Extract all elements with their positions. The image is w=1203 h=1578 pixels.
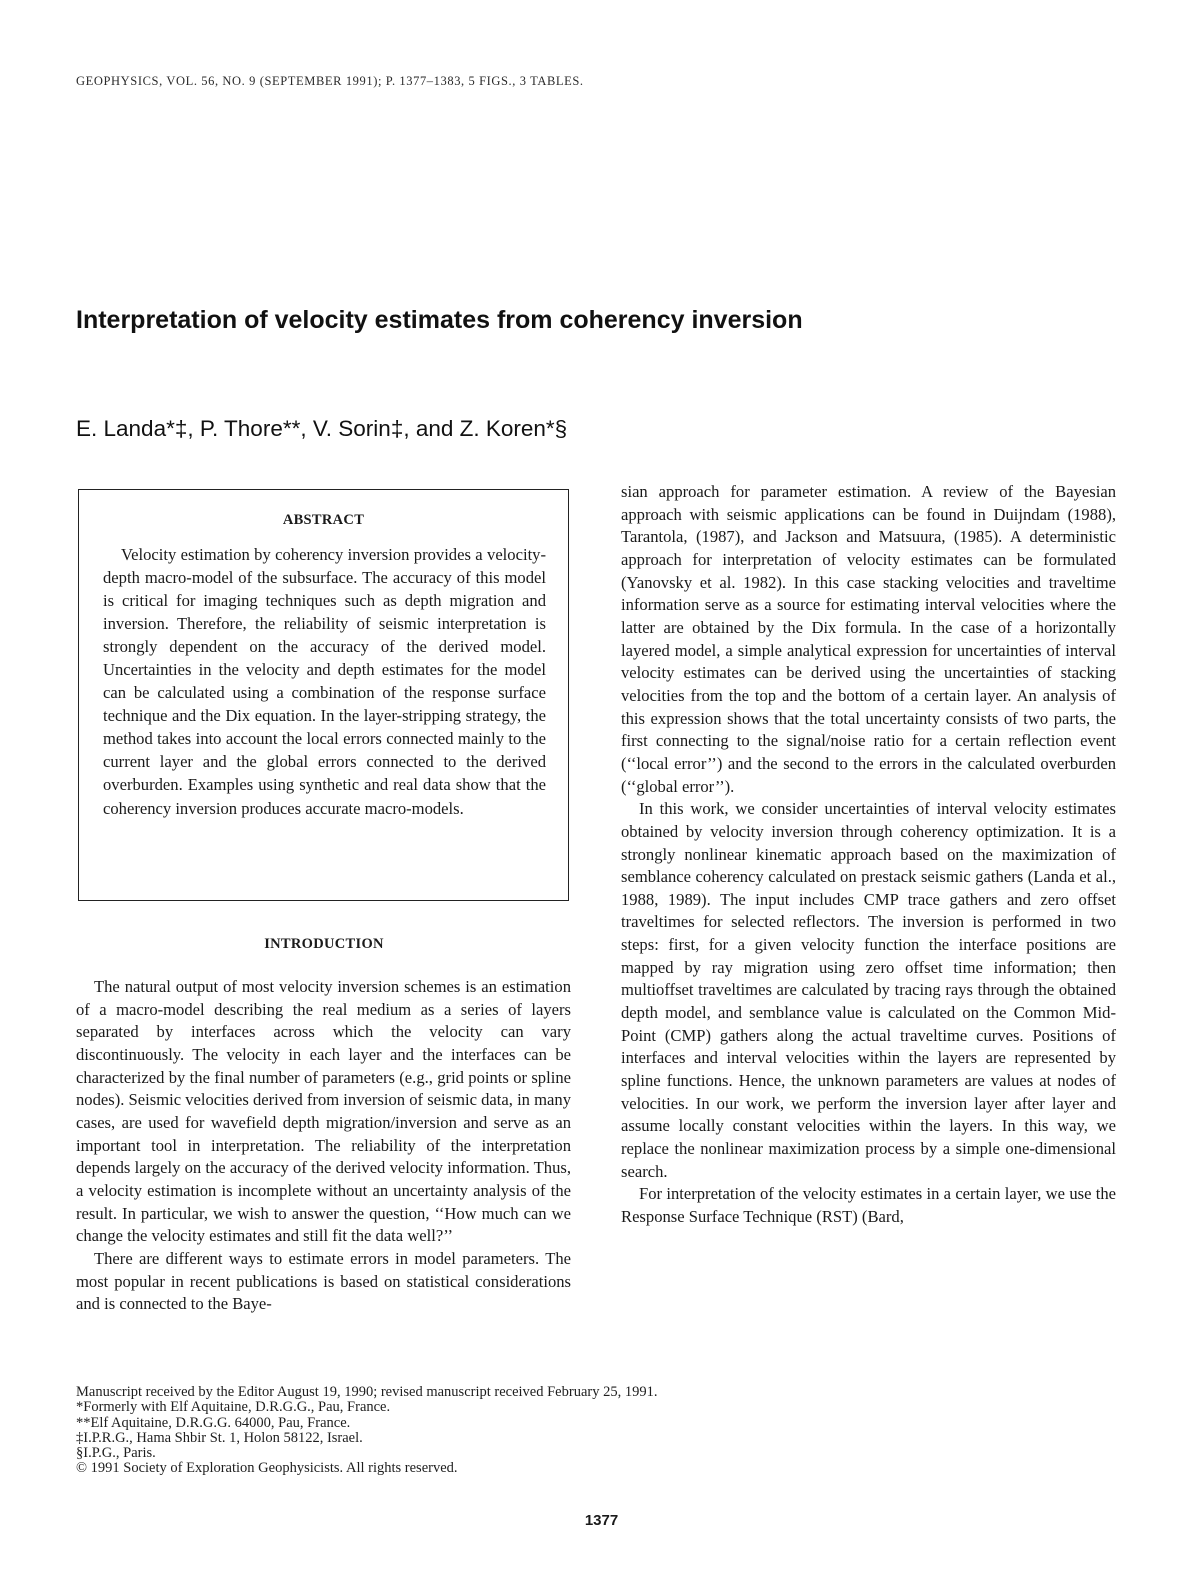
footnote-4: §I.P.G., Paris. — [76, 1445, 156, 1462]
footnote-3: ‡I.P.R.G., Hama Shbir St. 1, Holon 58122, Israel. — [76, 1429, 363, 1446]
intro-paragraph-2: There are different ways to estimate errors in model parameters. The most popular in recent publications is based on statistical considerations and is connected to the Baye- — [76, 1248, 571, 1314]
intro-paragraph-1: The natural output of most velocity inversion schemes is an estimation of a macro-model describing the real medium as a series of layers separated by interfaces across which the velocity can vary discontinuously. The velocity in each layer and the interfaces can be characterized by the final number of parameters (e.g., grid points or spline nodes). Seismic velocities derived from inversion of seismic data, in many cases, are used for wavefield depth migration/inversion and serve as an important tool in interpretation. The reliability of the interpretation depends largely on the accuracy of the derived velocity information. Thus, a velocity estimation is incomplete without an uncertainty analysis of the result. In particular, we wish to answer the question, ‘‘How much can we change the velocity estimates and still fit the data well?’’ — [76, 977, 571, 1246]
introduction-heading: INTRODUCTION — [264, 936, 384, 952]
author-list: E. Landa*‡, P. Thore**, V. Sorin‡, and Z. Koren*§ — [76, 416, 568, 441]
page-number: 1377 — [584, 1512, 619, 1529]
abstract-heading: ABSTRACT — [282, 512, 365, 528]
left-column — [76, 976, 571, 1316]
paragraph-3: In this work, we consider uncertainties of interval velocity estimates obtained by velocity inversion through coherency optimization. It is a strongly nonlinear kinematic approach based on the maximization of semblance coherency calculated on prestack seismic gathers (Landa et al., 1988, 1989). The input includes CMP trace gathers and zero offset traveltimes for selected reflectors. The inversion is performed in two steps: first, for a given velocity function the interface positions are mapped by ray migration using zero offset time information; then multioffset traveltimes are calculated by tracing rays through the obtained depth model, and semblance value is calculated on the Common Mid-Point (CMP) gathers along the actual traveltime curves. Positions of interfaces and interval velocities within the layers are represented by spline functions. Hence, the unknown parameters are values at nodes of velocities. In our work, we perform the inversion layer after layer and assume locally constant velocities within the layers. In this way, we replace the nonlinear maximization process by a simple one-dimensional search. — [621, 799, 1116, 1181]
right-column — [621, 481, 1116, 1229]
abstract-box — [78, 489, 569, 901]
paragraph-4: For interpretation of the velocity estimates in a certain layer, we use the Response Surface Technique (RST) (Bard, — [621, 1184, 1116, 1226]
paragraph-continued: sian approach for parameter estimation. A review of the Bayesian approach with seismic applications can be found in Duijndam (1988), Tarantola, (1987), and Jackson and Matsuura, (1985). A deterministic approach for interpretation of velocity estimates can be formulated (Yanovsky et al. 1982). In this case stacking velocities and traveltime information serve as a source for estimating interval velocities where the latter are obtained by the Dix formula. In the case of a horizontally layered model, a simple analytical expression for uncertainties of interval velocity estimates can be derived using the uncertainties of stacking velocities from the top and the bottom of a certain layer. An analysis of this expression shows that the total uncertainty consists of two parts, the first connecting to the signal/noise ratio for a certain reflection event (‘‘local error’’) and the second to the errors in the calculated overburden (‘‘global error’’). — [621, 482, 1116, 796]
footnote-copyright: © 1991 Society of Exploration Geophysicists. All rights reserved. — [76, 1460, 458, 1477]
abstract-text: Velocity estimation by coherency inversion provides a velocity-depth macro-model of the subsurface. The accuracy of this model is critical for imaging techniques such as depth migration and inversion. Therefore, the reliability of seismic interpretation is strongly dependent on the accuracy of the derived model. Uncertainties in the velocity and depth estimates for the model can be calculated using a combination of the response surface technique and the Dix equation. In the layer-stripping strategy, the method takes into account the local errors connected mainly to the current layer and the global errors connected to the derived overburden. Examples using synthetic and real data show that the coherency inversion produces accurate macro-models. — [103, 545, 546, 818]
footnote-received: Manuscript received by the Editor August 19, 1990; revised manuscript received February 25, 1991. — [76, 1384, 658, 1400]
paper-title: Interpretation of velocity estimates from coherency inversion — [76, 306, 803, 334]
footnote-2: **Elf Aquitaine, D.R.G.G. 64000, Pau, France. — [76, 1414, 351, 1431]
footnotes — [76, 1385, 976, 1477]
journal-header: GEOPHYSICS, VOL. 56, NO. 9 (SEPTEMBER 1991); P. 1377–1383, 5 FIGS., 3 TABLES. — [76, 74, 584, 88]
footnote-1: *Formerly with Elf Aquitaine, D.R.G.G., Pau, France. — [76, 1399, 391, 1416]
